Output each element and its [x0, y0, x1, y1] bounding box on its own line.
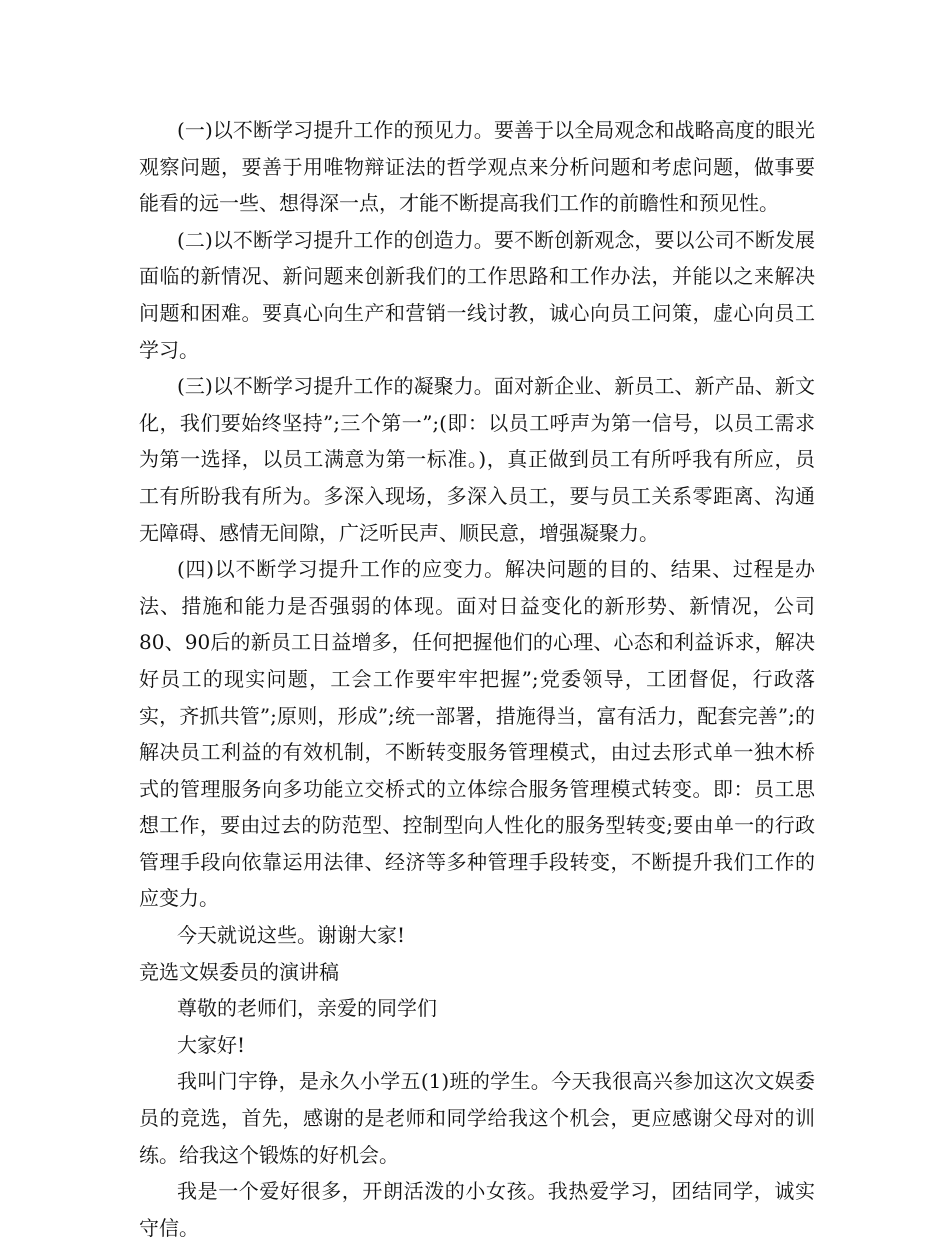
paragraph-creativity: (二)以不断学习提升工作的创造力。要不断创新观念，要以公司不断发展面临的新情况、新问题来创新我们的工作思路和工作办法，并能以之来解决问题和困难。要真心向生产和营销一线讨教，诚心向员工问策，虚心向员工学习。 — [139, 227, 815, 362]
document-body — [139, 112, 815, 1246]
speech-greeting: 大家好! — [177, 1032, 246, 1057]
speech-title: 竞选文娱委员的演讲稿 — [139, 959, 339, 984]
speech-paragraph-intro: 我叫门宇铮，是永久小学五(1)班的学生。今天我很高兴参加这次文娱委员的竞选，首先，感谢的是老师和同学给我这个机会，更应感谢父母对的训练。给我这个锻炼的好机会。 — [139, 1069, 815, 1167]
paragraph-foresight: (一)以不断学习提升工作的预见力。要善于以全局观念和战略高度的眼光观察问题，要善于用唯物辩证法的哲学观点来分析问题和考虑问题，做事要能看的远一些、想得深一点，才能不断提高我们工作的前瞻性和预见性。 — [139, 118, 815, 216]
paragraph-adaptability: (四)以不断学习提升工作的应变力。解决问题的目的、结果、过程是办法、措施和能力是否强弱的体现。面对日益变化的新形势、新情况，公司80、90后的新员工日益增多，任何把握他们的心理、心态和利益诉求，解决好员工的现实问题，工会工作要牢牢把握”;党委领导，工团督促，行政落实，齐抓共管”;原则，形成”;统一部署，措施得当，富有活力，配套完善”;的解决员工利益的有效机制，不断转变服务管理模式，由过去形式单一独木桥式的管理服务向多功能立交桥式的立体综合服务管理模式转变。即：员工思想工作，要由过去的防范型、控制型向人性化的服务型转变;要由单一的行政管理手段向依靠运用法律、经济等多种管理手段转变，不断提升我们工作的应变力。 — [139, 557, 815, 911]
paragraph-closing: 今天就说这些。谢谢大家! — [177, 923, 406, 948]
speech-paragraph-self: 我是一个爱好很多，开朗活泼的小女孩。我热爱学习，团结同学，诚实守信。 — [139, 1179, 815, 1240]
speech-salutation: 尊敬的老师们，亲爱的同学们 — [177, 996, 437, 1021]
paragraph-cohesion: (三)以不断学习提升工作的凝聚力。面对新企业、新员工、新产品、新文化，我们要始终坚持”;三个第一”;(即：以员工呼声为第一信号，以员工需求为第一选择，以员工满意为第一标准。)，真正做到员工有所呼我有所应，员工有所盼我有所为。多深入现场，多深入员工，要与员工关系零距离、沟通无障碍、感情无间隙，广泛听民声、顺民意，增强凝聚力。 — [139, 374, 815, 545]
